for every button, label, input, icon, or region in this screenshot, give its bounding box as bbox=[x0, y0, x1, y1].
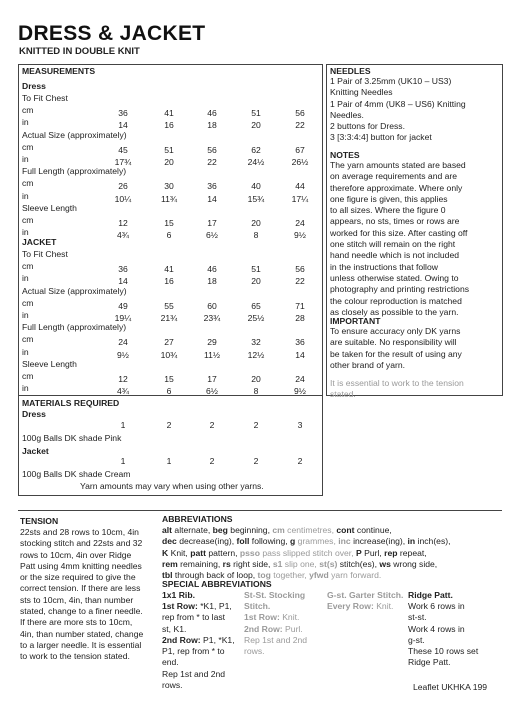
term: in bbox=[407, 536, 416, 547]
row-label: To Fit Chest bbox=[22, 93, 68, 103]
text-line: Needles. bbox=[330, 109, 364, 120]
definition: slip one, bbox=[282, 558, 320, 569]
material-value: 3 bbox=[297, 420, 303, 430]
garter-stitch-heading: G-st. Garter Stitch. bbox=[327, 590, 404, 600]
definition: Knit. bbox=[373, 601, 394, 611]
needles-heading: NEEDLES bbox=[330, 66, 371, 76]
size-value: 24 bbox=[295, 218, 305, 228]
term: rep bbox=[384, 547, 398, 558]
text-line: on average requirements and are bbox=[330, 171, 458, 182]
size-value: 17¾ bbox=[114, 157, 132, 167]
materials-jacket-yarn: 100g Balls DK shade Cream bbox=[22, 469, 131, 479]
definition: Knit, bbox=[168, 547, 191, 558]
rib-text bbox=[162, 601, 235, 691]
text-line: therefore approximate. Where only bbox=[330, 182, 463, 193]
row-unit-label: cm bbox=[22, 334, 34, 345]
text-line bbox=[162, 680, 235, 691]
definition: inch(es), bbox=[415, 536, 451, 547]
definition: repeat, bbox=[397, 547, 427, 558]
size-value: 20 bbox=[251, 120, 261, 131]
definition: right side, bbox=[230, 558, 273, 569]
size-value: 24 bbox=[295, 374, 305, 384]
text-line bbox=[408, 612, 478, 623]
text-line: To ensure accuracy only DK yarns bbox=[330, 326, 461, 336]
definition: P1, rep from * to bbox=[162, 646, 225, 657]
term: ws bbox=[379, 558, 391, 569]
size-value: 41 bbox=[164, 264, 174, 275]
row-unit-label: in bbox=[22, 117, 29, 128]
definition: *K1, P1, bbox=[197, 601, 232, 611]
size-value: 6½ bbox=[206, 386, 218, 397]
definition: Purl. bbox=[282, 623, 303, 634]
row-unit-label: cm bbox=[22, 105, 34, 116]
row-unit-label: in bbox=[22, 383, 29, 394]
materials-note: Yarn amounts may vary when using other yarns. bbox=[80, 481, 264, 491]
text-line bbox=[162, 646, 235, 657]
size-value: 41 bbox=[164, 108, 174, 119]
text-line bbox=[244, 624, 307, 635]
text-line: the colour reproduction is matched bbox=[330, 295, 462, 306]
size-value: 27 bbox=[164, 337, 174, 348]
text-line: stocking stitch and 22sts and 32 bbox=[20, 538, 143, 549]
materials-dress-heading: Dress bbox=[22, 409, 46, 419]
row-unit-label: cm bbox=[22, 141, 34, 152]
text-line bbox=[408, 657, 478, 668]
special-abbreviations-heading: SPECIAL ABBREVIATIONS bbox=[162, 579, 272, 589]
materials-jacket-heading: Jacket bbox=[22, 446, 49, 456]
notes-heading: NOTES bbox=[330, 150, 360, 160]
definition: beginning, bbox=[227, 525, 273, 535]
text-line: to work to the tension stated. bbox=[20, 651, 130, 662]
term: beg bbox=[212, 525, 228, 535]
text-line: are suitable. No responsibility will bbox=[330, 337, 457, 348]
term: foll bbox=[236, 536, 250, 547]
size-value: 23¾ bbox=[203, 313, 221, 323]
garter-stitch-text bbox=[327, 601, 393, 612]
text-line bbox=[408, 635, 478, 646]
text-line: Patt using 4mm knitting needles bbox=[20, 560, 142, 571]
text-line: worked for this size. After casting off bbox=[330, 227, 468, 238]
term: dec bbox=[162, 536, 177, 547]
size-value: 45 bbox=[118, 144, 128, 155]
size-value: 25½ bbox=[247, 313, 265, 323]
text-line bbox=[408, 601, 478, 612]
term: s1 bbox=[272, 558, 283, 569]
term: g bbox=[290, 536, 296, 547]
size-value: 11½ bbox=[203, 349, 221, 360]
size-value: 51 bbox=[164, 144, 174, 155]
size-value: 14 bbox=[207, 193, 217, 204]
page-title: DRESS & JACKET bbox=[18, 22, 206, 45]
notes-text bbox=[330, 160, 469, 318]
size-value: 10¾ bbox=[160, 349, 178, 360]
text-line bbox=[162, 536, 451, 547]
size-value: 51 bbox=[251, 264, 261, 275]
size-value: 60 bbox=[207, 300, 217, 311]
term: 2nd Row: bbox=[244, 623, 283, 634]
definition: P1, *K1, bbox=[200, 634, 235, 645]
row-unit-label: cm bbox=[22, 297, 34, 308]
row-label: Actual Size (approximately) bbox=[22, 129, 127, 140]
text-line bbox=[162, 525, 451, 536]
text-line: stated, change to a finer needle. bbox=[20, 606, 143, 617]
definition: Ridge Patt. bbox=[408, 657, 451, 668]
size-value: 20 bbox=[251, 276, 261, 287]
definition: rows. bbox=[162, 680, 183, 691]
row-label: Sleeve Length bbox=[22, 202, 77, 213]
term: 2nd Row: bbox=[162, 634, 201, 645]
text-line bbox=[162, 548, 451, 559]
term: K bbox=[162, 547, 169, 558]
definition: centimetres, bbox=[284, 525, 337, 535]
definition: pass slipped stitch over, bbox=[259, 547, 356, 558]
dress-heading: Dress bbox=[22, 81, 46, 91]
tension-text bbox=[20, 527, 143, 663]
term: tog bbox=[257, 570, 271, 581]
text-line bbox=[162, 657, 235, 668]
text-line: 22sts and 28 rows to 10cm, 4in bbox=[20, 527, 139, 537]
tension-heading: TENSION bbox=[20, 516, 59, 526]
text-line: one stitch will remain on the right bbox=[330, 239, 456, 250]
text-line: 4in, than number stated, change bbox=[20, 628, 144, 639]
material-value: 2 bbox=[253, 456, 259, 466]
text-line bbox=[244, 612, 307, 623]
size-value: 12 bbox=[118, 218, 128, 228]
term: inc bbox=[338, 536, 351, 547]
size-value: 16 bbox=[164, 120, 174, 131]
size-value: 36 bbox=[207, 181, 217, 192]
size-value: 20 bbox=[251, 218, 261, 228]
definition: st-st. bbox=[408, 612, 427, 623]
text-line: It is essential to work to the tension bbox=[330, 378, 464, 388]
definition: decrease(ing), bbox=[176, 536, 237, 547]
size-value: 56 bbox=[295, 108, 305, 119]
text-line: as closely as possible to the yarn. bbox=[330, 306, 459, 317]
term: Stitch. bbox=[244, 601, 271, 611]
size-value: 26 bbox=[118, 181, 128, 192]
text-line: correct tension. If there are less bbox=[20, 583, 141, 594]
size-value: 22 bbox=[207, 157, 217, 167]
size-value: 18 bbox=[207, 120, 217, 131]
definition: alternate, bbox=[172, 525, 213, 535]
size-value: 6½ bbox=[206, 230, 218, 241]
material-value: 1 bbox=[120, 420, 126, 430]
size-value: 51 bbox=[251, 108, 261, 119]
row-label: Full Length (approximately) bbox=[22, 166, 127, 177]
size-value: 10¼ bbox=[114, 193, 132, 204]
text-line bbox=[162, 559, 451, 570]
size-value: 49 bbox=[118, 300, 128, 311]
term: rem bbox=[162, 558, 178, 569]
text-line bbox=[162, 612, 235, 623]
size-value: 17 bbox=[207, 374, 217, 384]
term: P bbox=[355, 547, 362, 558]
text-line bbox=[162, 601, 235, 612]
size-value: 20 bbox=[164, 157, 174, 167]
text-line: Knitting Needles bbox=[330, 87, 393, 98]
definition: Knit. bbox=[279, 612, 300, 623]
text-line bbox=[408, 646, 478, 657]
size-value: 15¾ bbox=[247, 193, 265, 204]
leaflet-number: Leaflet UKHKA 199 bbox=[413, 682, 488, 692]
size-value: 12½ bbox=[247, 349, 265, 360]
material-value: 1 bbox=[166, 456, 172, 466]
text-line: be taken for the result of using any bbox=[330, 348, 462, 359]
definition: g-st. bbox=[408, 634, 425, 645]
size-value: 8 bbox=[253, 386, 259, 397]
size-value: 17 bbox=[207, 218, 217, 228]
text-line: 2 buttons for Dress. bbox=[330, 121, 405, 132]
text-line bbox=[162, 669, 235, 680]
size-value: 56 bbox=[295, 264, 305, 275]
size-value: 9½ bbox=[294, 230, 306, 241]
size-value: 56 bbox=[207, 144, 217, 155]
row-unit-label: cm bbox=[22, 178, 34, 189]
text-line: photography and printing restrictions bbox=[330, 284, 470, 295]
size-value: 55 bbox=[164, 300, 174, 311]
row-label: Sleeve Length bbox=[22, 358, 77, 369]
term: cm bbox=[272, 525, 285, 535]
definition: grammes, bbox=[295, 536, 339, 547]
text-line bbox=[327, 601, 393, 612]
text-line bbox=[408, 624, 478, 635]
ridge-patt-text bbox=[408, 601, 478, 669]
text-line bbox=[244, 646, 307, 657]
term: st(s) bbox=[319, 558, 338, 569]
definition: together, bbox=[270, 570, 310, 581]
text-line: The yarn amounts stated are based bbox=[330, 160, 466, 170]
text-line bbox=[162, 635, 235, 646]
size-value: 19¼ bbox=[114, 313, 132, 323]
text-line: stated. bbox=[330, 389, 356, 400]
important-text bbox=[330, 326, 462, 371]
definition: yarn forward. bbox=[328, 570, 382, 581]
size-value: 32 bbox=[251, 337, 261, 348]
size-value: 46 bbox=[207, 264, 217, 275]
ridge-patt-heading: Ridge Patt. bbox=[408, 590, 453, 600]
text-line: hand needle which is not included bbox=[330, 250, 459, 261]
size-value: 29 bbox=[207, 337, 217, 348]
page-subtitle: KNITTED IN DOUBLE KNIT bbox=[19, 46, 140, 57]
text-line bbox=[244, 635, 307, 646]
abbreviations-text bbox=[162, 525, 451, 581]
size-value: 4¾ bbox=[117, 230, 129, 241]
text-line: one figure is given, this applies bbox=[330, 193, 448, 204]
size-value: 22 bbox=[295, 120, 305, 131]
size-value: 26½ bbox=[291, 157, 309, 167]
important-tension-note bbox=[330, 378, 464, 401]
size-value: 9½ bbox=[294, 386, 306, 397]
size-value: 28 bbox=[295, 313, 305, 323]
rib-heading: 1x1 Rib. bbox=[162, 590, 195, 600]
row-unit-label: in bbox=[22, 154, 29, 164]
size-value: 11¾ bbox=[160, 193, 178, 204]
definition: Rep 1st and 2nd bbox=[244, 634, 308, 645]
text-line: 3 [3:3:4:4] button for jacket bbox=[330, 132, 432, 143]
important-heading: IMPORTANT bbox=[330, 316, 381, 326]
abbreviations-heading: ABBREVIATIONS bbox=[162, 514, 233, 524]
size-value: 67 bbox=[295, 144, 305, 155]
definition: stitch(es), bbox=[337, 558, 380, 569]
row-unit-label: in bbox=[22, 227, 29, 238]
text-line: appears, no sts, times or rows are bbox=[330, 216, 460, 227]
size-value: 30 bbox=[164, 181, 174, 192]
definition: rows. bbox=[244, 646, 265, 657]
text-line: 1 Pair of 3.25mm (UK10 – US3) bbox=[330, 76, 452, 86]
row-label: Actual Size (approximately) bbox=[22, 285, 127, 296]
text-line: in the instructions that follow bbox=[330, 261, 438, 272]
text-line: unless otherwise stated. Owing to bbox=[330, 272, 459, 283]
row-unit-label: cm bbox=[22, 261, 34, 272]
definition: rep from * to last bbox=[162, 612, 226, 623]
definition: These 10 rows set bbox=[408, 646, 479, 657]
row-label: To Fit Chest bbox=[22, 249, 68, 259]
size-value: 6 bbox=[166, 386, 172, 397]
definition: Rep 1st and 2nd bbox=[162, 668, 226, 679]
row-unit-label: in bbox=[22, 273, 29, 284]
text-line: 1 Pair of 4mm (UK8 – US6) Knitting bbox=[330, 98, 466, 109]
definition: increase(ing), bbox=[350, 536, 408, 547]
text-line: or the size required to give the bbox=[20, 572, 136, 583]
size-value: 14 bbox=[118, 120, 128, 131]
size-value: 17¼ bbox=[291, 193, 309, 204]
definition: Work 4 rows in bbox=[408, 623, 465, 634]
term: alt bbox=[162, 525, 173, 535]
row-unit-label: cm bbox=[22, 371, 34, 381]
material-value: 1 bbox=[120, 456, 126, 466]
size-value: 14 bbox=[295, 349, 305, 360]
size-value: 36 bbox=[118, 108, 128, 119]
size-value: 16 bbox=[164, 276, 174, 287]
row-unit-label: in bbox=[22, 190, 29, 201]
size-value: 18 bbox=[207, 276, 217, 287]
definition: Work 6 rows in bbox=[408, 601, 465, 611]
size-value: 9½ bbox=[117, 349, 129, 360]
row-label: Full Length (approximately) bbox=[22, 322, 127, 333]
text-line: other brand of yarn. bbox=[330, 359, 406, 370]
size-value: 46 bbox=[207, 108, 217, 119]
text-line: sts to 10cm, 4in, than number bbox=[20, 594, 134, 605]
size-value: 6 bbox=[166, 230, 172, 241]
materials-heading: MATERIALS REQUIRED bbox=[22, 398, 120, 408]
material-value: 2 bbox=[297, 456, 303, 466]
size-value: 12 bbox=[118, 374, 128, 384]
materials-dress-yarn: 100g Balls DK shade Pink bbox=[22, 433, 122, 443]
size-value: 4¾ bbox=[117, 386, 129, 397]
term: Every Row: bbox=[327, 601, 374, 611]
term: psso bbox=[239, 547, 260, 558]
material-value: 2 bbox=[166, 420, 172, 430]
size-value: 14 bbox=[118, 276, 128, 287]
size-value: 62 bbox=[251, 144, 261, 155]
material-value: 2 bbox=[253, 420, 259, 430]
definition: remaining, bbox=[177, 558, 223, 569]
text-line: If there are more sts to 10cm, bbox=[20, 617, 133, 628]
term: rs bbox=[222, 558, 231, 569]
size-value: 22 bbox=[295, 276, 305, 287]
size-value: 36 bbox=[118, 264, 128, 275]
term: yfwd bbox=[309, 570, 329, 581]
term: 1st Row: bbox=[244, 612, 280, 623]
needles-text bbox=[330, 76, 466, 144]
term: cont bbox=[336, 525, 355, 535]
text-line: to all sizes. Where the figure 0 bbox=[330, 205, 446, 216]
definition: wrong side, bbox=[390, 558, 438, 569]
row-unit-label: in bbox=[22, 346, 29, 357]
size-value: 24½ bbox=[247, 157, 265, 167]
size-value: 24 bbox=[118, 337, 128, 348]
size-value: 8 bbox=[253, 230, 259, 241]
definition: Purl, bbox=[361, 547, 385, 558]
row-unit-label: cm bbox=[22, 215, 34, 225]
text-line bbox=[162, 624, 235, 635]
text-line bbox=[244, 601, 307, 612]
term: 1st Row: bbox=[162, 601, 198, 611]
term: patt bbox=[190, 547, 206, 558]
size-value: 44 bbox=[295, 181, 305, 192]
size-value: 15 bbox=[164, 374, 174, 384]
measurements-heading: MEASUREMENTS bbox=[22, 66, 96, 76]
size-value: 15 bbox=[164, 218, 174, 228]
material-value: 2 bbox=[209, 456, 215, 466]
text-line: rows to 10cm, 4in over Ridge bbox=[20, 549, 132, 560]
bottom-divider bbox=[18, 510, 502, 511]
size-value: 21¾ bbox=[160, 313, 178, 323]
size-value: 36 bbox=[295, 337, 305, 348]
definition: through back of loop, bbox=[172, 570, 258, 581]
definition: following, bbox=[249, 536, 291, 547]
size-value: 20 bbox=[251, 374, 261, 384]
size-value: 40 bbox=[251, 181, 261, 192]
text-line: to a larger needle. It is essential bbox=[20, 639, 142, 650]
stocking-stitch-heading: St-St. Stocking bbox=[244, 590, 306, 600]
jacket-heading: JACKET bbox=[22, 237, 57, 247]
stocking-stitch-text bbox=[244, 601, 307, 657]
material-value: 2 bbox=[209, 420, 215, 430]
definition: st, K1. bbox=[162, 623, 187, 634]
size-value: 71 bbox=[295, 300, 305, 311]
row-unit-label: in bbox=[22, 310, 29, 320]
definition: pattern, bbox=[205, 547, 240, 558]
size-value: 65 bbox=[251, 300, 261, 311]
definition: end. bbox=[162, 657, 179, 668]
term: tbl bbox=[162, 570, 173, 581]
definition: continue, bbox=[354, 525, 392, 535]
